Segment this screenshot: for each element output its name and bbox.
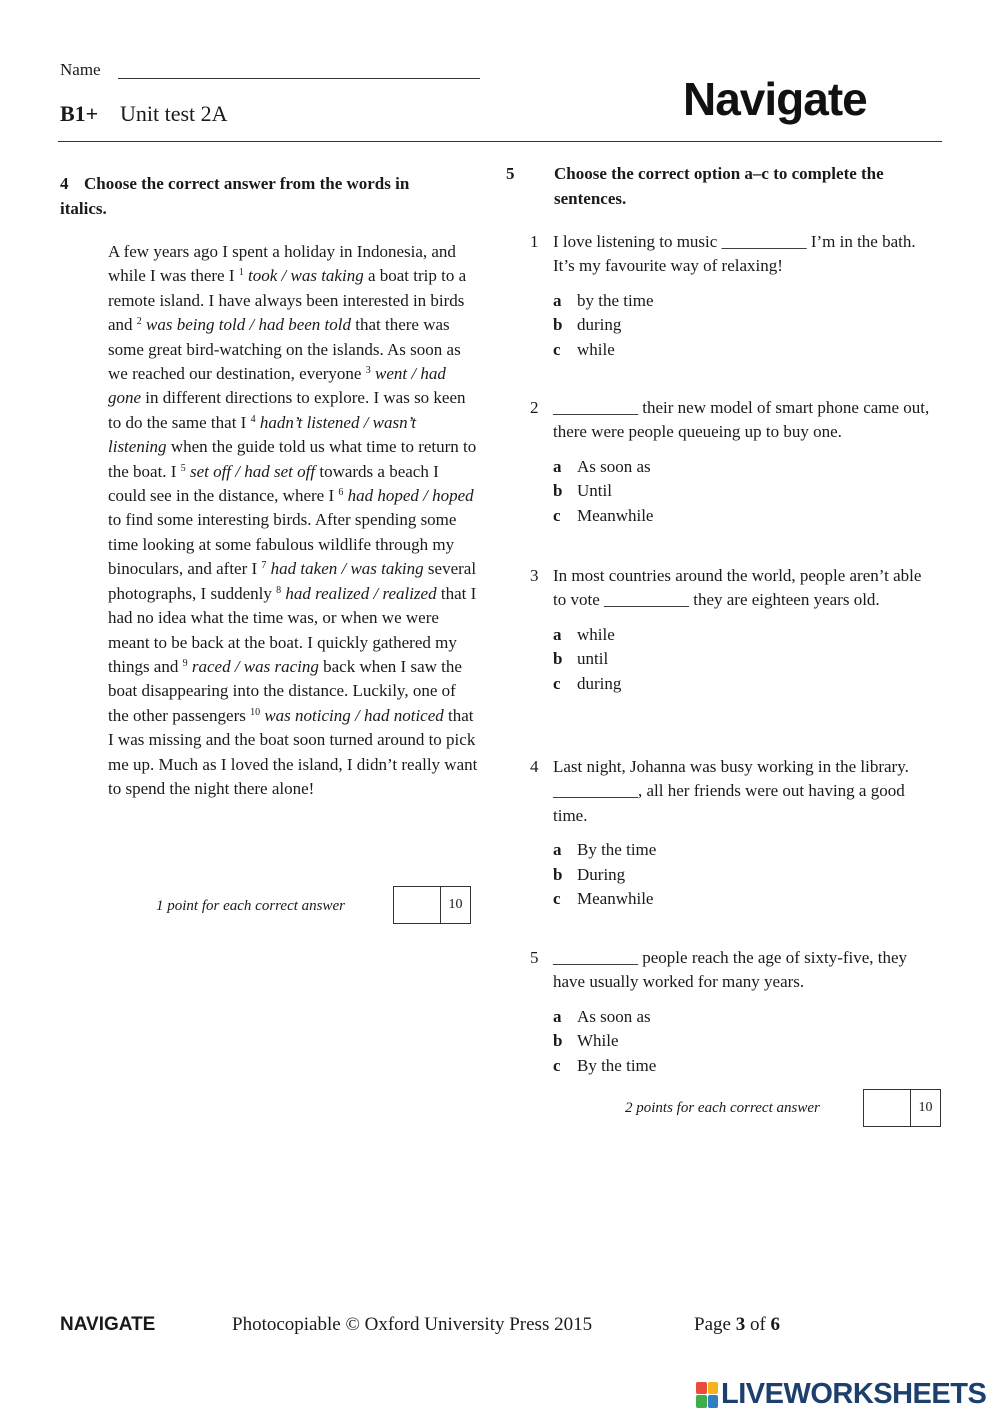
liveworksheets-watermark: [696, 1378, 986, 1411]
question-text: __________ their new model of smart phone came out, there were people queueing up to buy one.: [553, 398, 930, 442]
section-5-points-text: 2 points for each correct answer: [625, 1100, 820, 1116]
answer-choice[interactable]: set off / had set off: [189, 461, 316, 481]
option-a[interactable]: a As soon as: [553, 456, 651, 476]
liveworksheets-text: LIVEWORKSHEETS: [721, 1378, 987, 1410]
option-b[interactable]: b during: [553, 315, 622, 335]
footer-copyright: Photocopiable © Oxford University Press 2015: [232, 1314, 593, 1335]
option-list: [553, 838, 930, 911]
question-4: [530, 755, 930, 911]
question-text: I love listening to music __________ I’m in the bath. It’s my favourite way of relaxing!: [553, 232, 916, 276]
option-a[interactable]: a By the time: [553, 840, 657, 860]
question-number: 5: [530, 948, 539, 967]
section-5-heading: [506, 162, 954, 211]
question-3: [530, 564, 930, 696]
section-4-title: Choose the correct answer from the words in italics.: [60, 174, 410, 218]
answer-choice[interactable]: had realized / realized: [285, 583, 437, 603]
navigate-logo: Navigate: [683, 73, 867, 125]
passage-text: that I was missing and the boat soon turned around to pick me up. Much as I loved the island, I didn’t really want to spend the night there alone!: [108, 705, 478, 798]
answer-choice[interactable]: had hoped / hoped: [347, 486, 474, 506]
question-text: __________ people reach the age of sixty-five, they have usually worked for many years.: [553, 948, 908, 992]
question-number: 1: [530, 232, 539, 251]
question-text: In most countries around the world, people aren’t able to vote __________ they are eighteen years old.: [553, 566, 922, 610]
option-a[interactable]: a As soon as: [553, 1006, 651, 1026]
question-2: [530, 396, 930, 528]
option-a[interactable]: a while: [553, 624, 615, 644]
answer-choice[interactable]: raced / was racing: [191, 656, 319, 676]
option-c[interactable]: c Meanwhile: [553, 505, 654, 525]
gap-number: 5: [180, 462, 186, 474]
gap-number: 2: [136, 316, 142, 328]
passage-text: in different directions to explore. I was so keen to do the same that I: [108, 388, 466, 432]
liveworksheets-logo-icon: [696, 1382, 718, 1408]
answer-choice[interactable]: was noticing / had noticed: [264, 705, 444, 725]
option-list: [553, 289, 930, 362]
gap-number: 1: [238, 267, 244, 279]
passage-text: to find some interesting birds. After spending some time looking at some fabulous wildlife through my binoculars, and after I: [108, 510, 457, 579]
name-label: Name: [60, 60, 101, 79]
header-divider: [58, 141, 942, 142]
passage-text: towards a beach I could see in the distance, where I: [108, 461, 439, 506]
option-a[interactable]: a by the time: [553, 290, 654, 310]
section-5-score-total: 10: [918, 1100, 933, 1115]
option-c[interactable]: c Meanwhile: [553, 889, 654, 909]
passage-text: A few years ago I spent a holiday in Indonesia, and while I was there I: [108, 242, 456, 286]
option-b[interactable]: b During: [553, 864, 626, 884]
option-list: [553, 455, 930, 528]
question-1: [530, 230, 930, 362]
unit-title: Unit test 2A: [120, 101, 228, 126]
page-number: Page 3 of 6: [694, 1314, 781, 1335]
option-list: [553, 623, 930, 696]
section-4-score-input[interactable]: [394, 887, 441, 923]
gap-number: 9: [182, 657, 188, 669]
option-c[interactable]: c By the time: [553, 1055, 657, 1075]
gap-number: 7: [261, 560, 267, 572]
section-5-score-box: [863, 1089, 941, 1127]
question-number: 4: [530, 757, 539, 776]
option-c[interactable]: c while: [553, 339, 615, 359]
passage-text: a boat trip to a remote island. I have always been interested in birds and: [108, 266, 467, 335]
section-4-number: 4: [60, 174, 69, 193]
answer-choice[interactable]: had taken / was taking: [270, 559, 424, 579]
section-4-score-total: 10: [448, 897, 463, 912]
section-4-points-text: 1 point for each correct answer: [156, 898, 346, 914]
level-label: B1+: [60, 101, 99, 126]
option-list: [553, 1005, 930, 1078]
section-4-heading: [60, 172, 460, 221]
question-number: 2: [530, 398, 539, 417]
reading-passage: [108, 240, 478, 801]
footer-brand: NAVIGATE: [60, 1314, 156, 1335]
section-5-number: 5: [506, 164, 515, 183]
answer-choice[interactable]: took / was taking: [248, 266, 364, 286]
option-b[interactable]: b until: [553, 649, 609, 669]
option-b[interactable]: b Until: [553, 481, 612, 501]
answer-choice[interactable]: was being told / had been told: [146, 315, 351, 335]
answer-choice[interactable]: went / had gone: [108, 364, 446, 408]
question-text: Last night, Johanna was busy working in the library. __________, all her friends were out having a good time.: [553, 757, 909, 825]
gap-number: 4: [250, 413, 256, 425]
passage-text: that I had no idea what the time was, or when we were meant to be back at the boat. I quickly gathered my things and: [108, 583, 477, 676]
question-5: [530, 946, 930, 1078]
name-field[interactable]: [118, 78, 480, 79]
option-c[interactable]: c during: [553, 673, 622, 693]
passage-text: several photographs, I suddenly: [108, 559, 477, 603]
passage-text: when the guide told us what time to return to the boat. I: [108, 437, 477, 481]
section-5-title: Choose the correct option a–c to complete the sentences.: [554, 164, 884, 208]
answer-choice[interactable]: hadn’t listened / wasn’t listening: [108, 412, 417, 457]
gap-number: 8: [276, 584, 282, 596]
section-4-score-box: [393, 886, 471, 924]
passage-text: that there was some great bird-watching on the islands. As soon as we reached our destination, everyone: [108, 315, 461, 384]
section-5-score-input[interactable]: [864, 1090, 911, 1126]
gap-number: 10: [250, 706, 261, 718]
passage-text: back when I saw the boat disappearing into the distance. Luckily, one of the other passengers: [108, 656, 462, 725]
gap-number: 3: [365, 365, 371, 377]
question-number: 3: [530, 566, 539, 585]
gap-number: 6: [338, 487, 344, 499]
option-b[interactable]: b While: [553, 1031, 619, 1051]
